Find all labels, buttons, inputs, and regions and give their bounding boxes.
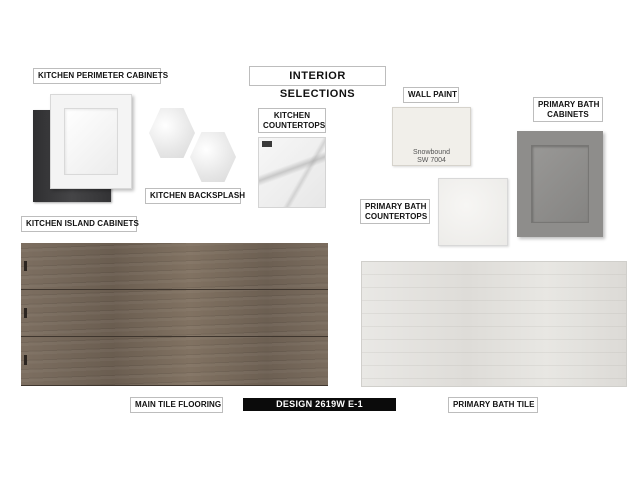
plank-mark bbox=[24, 355, 27, 365]
board-title: INTERIOR SELECTIONS bbox=[249, 66, 386, 86]
cabinet-door-panel bbox=[64, 108, 118, 175]
label-line: COUNTERTOPS bbox=[365, 212, 428, 221]
plank-mark bbox=[24, 308, 27, 318]
cabinet-door-panel bbox=[531, 145, 589, 223]
paint-name: Snowbound bbox=[413, 149, 450, 156]
label-main-tile-flooring: MAIN TILE FLOORING bbox=[130, 397, 223, 413]
plank-mark bbox=[24, 261, 27, 271]
label-kitchen-countertops bbox=[258, 108, 326, 133]
label-kitchen-backsplash: KITCHEN BACKSPLASH bbox=[145, 188, 241, 204]
label-kitchen-island-cabinets: KITCHEN ISLAND CABINETS bbox=[21, 216, 137, 232]
backsplash-hex-tile bbox=[190, 132, 236, 182]
label-line: PRIMARY BATH bbox=[365, 202, 427, 211]
label-line: CABINETS bbox=[547, 110, 589, 119]
label-primary-bath-tile: PRIMARY BATH TILE bbox=[448, 397, 538, 413]
primary-bath-cabinet-sample bbox=[517, 131, 603, 237]
wall-paint-chip bbox=[392, 107, 471, 166]
backsplash-hex-tile bbox=[149, 108, 195, 158]
primary-bath-countertop-sample bbox=[438, 178, 508, 246]
label-line: KITCHEN bbox=[273, 111, 311, 120]
primary-bath-tile-sample bbox=[361, 261, 627, 387]
kitchen-countertop-sample bbox=[258, 137, 326, 208]
label-primary-bath-countertops bbox=[360, 199, 430, 224]
label-primary-bath-cabinets bbox=[533, 97, 603, 122]
design-code-banner: DESIGN 2619W E-1 bbox=[243, 398, 396, 411]
wood-plank bbox=[21, 290, 328, 337]
main-tile-flooring-sample bbox=[21, 243, 328, 386]
label-line: COUNTERTOPS bbox=[263, 121, 326, 130]
wood-plank bbox=[21, 337, 328, 386]
label-wall-paint: WALL PAINT bbox=[403, 87, 459, 103]
label-line: PRIMARY BATH bbox=[538, 100, 600, 109]
sample-tag bbox=[262, 141, 272, 147]
paint-code: SW 7004 bbox=[417, 157, 446, 164]
label-kitchen-perimeter-cabinets: KITCHEN PERIMETER CABINETS bbox=[33, 68, 161, 84]
wood-plank bbox=[21, 243, 328, 290]
kitchen-perimeter-cabinet-sample bbox=[50, 94, 132, 189]
